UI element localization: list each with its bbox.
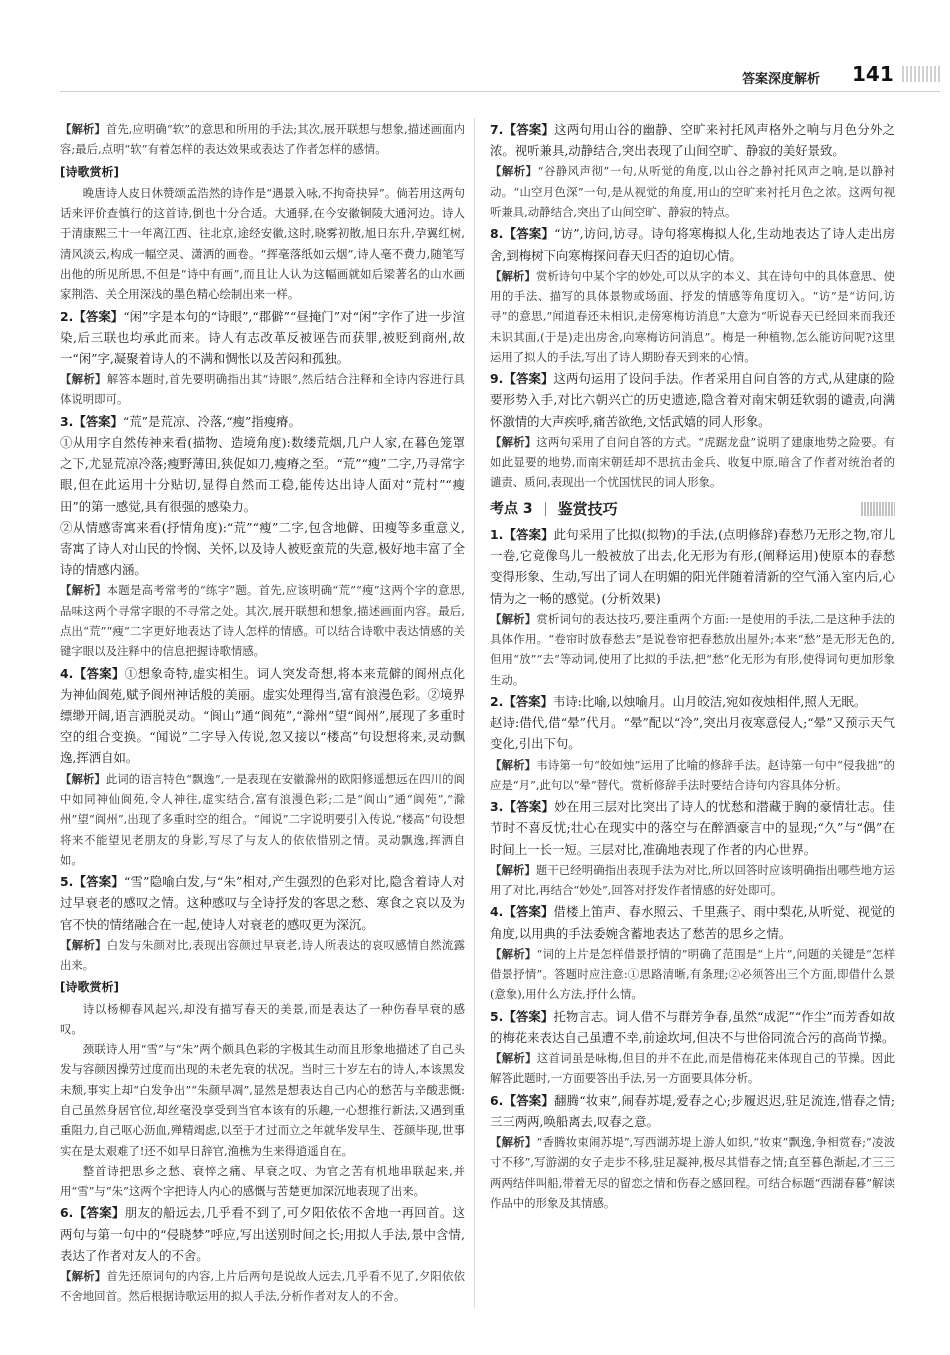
- item-1-continued: [60, 119, 465, 305]
- ans-text: “雪”隐喻白发,与“朱”相对,产生强烈的色彩对比,隐含着诗人对过早衰老的感叹之情。这种感叹与全诗抒发的客思之愁、寒食之哀以及为官不快的情绪融合在一起,使诗人对衰老的感叹更为深沉。: [60, 874, 466, 932]
- item-number: 6.: [490, 1092, 504, 1108]
- item-5: [60, 871, 465, 1201]
- exp-text: 这两句采用了自问自答的方式。“虎踞龙盘”说明了建康地势之险要。有如此显要的地势,而南宋朝廷却不思抗击金兵、收复中原,暗含了作者对统治者的谴责、质问,表现出一个忧国忧民的词人形象。: [490, 434, 895, 490]
- ans-text: 韦诗:比喻,以烛喻月。山月皎洁,宛如夜烛相伴,照人无眠。: [552, 693, 867, 709]
- exp-text: 韦诗第一句“皎如烛”运用了比喻的修辞手法。赵诗第一句中“侵我拙”的应是“月”,此句以“晕”替代。赏析修辞手法时要结合诗句内容具体分析。: [490, 757, 895, 792]
- ans-tag: 【答案】: [73, 308, 124, 324]
- ans-text: 托物言志。词人借不与群芳争春,虽然“成泥”“作尘”而芳香如故的梅花来表达自己虽遭不幸,前途坎坷,但决不与世俗同流合污的高尚节操。: [490, 1008, 896, 1045]
- ans-text-3: ②从情感寄寓来看(抒情角度):“荒”“瘦”二字,包含地僻、田瘦等多重意义,寄寓了诗人对山民的怜悯、关怀,以及诗人被贬蛮荒的失意,极好地丰富了全诗的情感内涵。: [60, 519, 465, 578]
- section-heading: [490, 499, 895, 520]
- ans-text: 妙在用三层对比突出了诗人的忧愁和潜藏于胸的豪情壮志。佳节时不喜反忧;壮心在现实中的落空与在醉酒豪言中的显现;“久”与“偶”在时间上一长一短。三层对比,准确地表现了作者的内心世界。: [490, 799, 896, 857]
- item-number: 2.: [60, 308, 74, 324]
- exp-text: “词的上片是怎样借景抒情的”明确了范围是“上片”,问题的关键是“怎样借景抒情”。答题时应注意:①思路清晰,有条理;②必须答出三个方面,即借什么景(意象),用什么方法,抒什么情。: [490, 946, 895, 1002]
- item-number: 8.: [490, 226, 504, 242]
- ans-text: 朋友的船远去,几乎看不到了,可夕阳依依不舍地一再回首。这两句与第一句中的“侵晓梦”呼应,写出送别时间之长;用拟人手法,景中含情,表达了作者对友人的不舍。: [60, 1205, 465, 1263]
- item-7: [490, 119, 895, 222]
- ans-text: “闲”字是本句的“诗眼”,“郡僻”“昼掩门”对“闲”字作了进一步渲染,后三联也均承此而来。诗人有志改革反被诬告而获罪,被贬到商州,故一“闲”字,凝聚着诗人的不满和惆怅以及苦闷和孤独。: [60, 308, 465, 366]
- item-number: 2.: [490, 693, 504, 709]
- item-number: 1.: [490, 526, 504, 542]
- exp-tag: 【解析】: [490, 862, 536, 877]
- exp-text: “香腾妆束闹苏堤”,写西湖苏堤上游人如织,“妆束”飘逸,争相赏春;“凌波寸不移”,写游湖的女子走步不移,驻足凝神,极尽其惜春之情;直至暮色渐起,才三三两两结伴叫船,带着无尽的留恋之情和伤春之感回程。可结合标题“西湖春暮”解读作品中的形象及其情感。: [490, 1135, 895, 1210]
- ans-tag: 【答案】: [503, 799, 555, 815]
- section-item-4: [490, 901, 895, 1004]
- appreciation-text-2: 颈联诗人用“雪”与“朱”两个颇具色彩的字极其生动而且形象地描述了自己头发与容颜因操劳过度而出现的未老先衰的状况。当时三十岁左右的诗人,本该黑发未颓,事实上却“白发争出”“朱颜早凋”,显然是想表达自己内心的愁苦与辛酸悲慨:自己虽然身居官位,却丝毫没享受到当官本该有的乐趣,一心想推行新法,又遇到重重阻力,自己呕心沥血,殚精竭虑,以至于才过而立之年就华发早生、苍颜毕现,世事实在是太艰难了!还不如早日辞官,渔樵为生来得逍遥自在。: [60, 1042, 465, 1158]
- exp-tag: 【解析】: [60, 1269, 107, 1284]
- exp-tag: 【解析】: [490, 268, 536, 283]
- ans-tag: 【答案】: [73, 665, 125, 681]
- exp-text: 白发与朱颜对比,表现出容颜过早衰老,诗人所表达的哀叹感情自然流露出来。: [60, 937, 465, 972]
- section-item-5: [490, 1006, 895, 1089]
- exp-tag: 【解析】: [490, 611, 537, 626]
- item-number: 4.: [490, 904, 504, 920]
- section-title: 鉴赏技巧: [557, 499, 618, 518]
- item-number: 9.: [490, 371, 504, 387]
- ans-text: 借楼上笛声、春水照云、千里燕子、雨中梨花,从听觉、视觉的角度,以用典的手法委婉含蓄地表达了愁苦的思乡之情。: [490, 904, 895, 941]
- page-number: 141: [852, 62, 894, 86]
- exp-tag: 【解析】: [490, 164, 538, 179]
- item-number: 7.: [490, 122, 504, 137]
- exp-tag: 【解析】: [60, 771, 106, 786]
- ans-tag: 【答案】: [503, 371, 554, 387]
- appreciation-text-1: 诗以杨柳春风起兴,却没有描写春天的美景,而是表达了一种伤春早衰的感叹。: [60, 1001, 465, 1036]
- item-number: 4.: [60, 665, 74, 681]
- exp-tag: 【解析】: [490, 1135, 537, 1149]
- item-6: [60, 1202, 465, 1306]
- ans-tag: 【答案】: [503, 904, 554, 920]
- item-number: 5.: [60, 874, 74, 890]
- right-column: [490, 118, 895, 1213]
- exp-text: 首先还原词句的内容,上片后两句是说故人远去,几乎看不见了,夕阳依依不舍地回首。然后根据诗歌运用的拟人手法,分析作者对友人的不舍。: [60, 1269, 465, 1304]
- item-3: [60, 411, 465, 662]
- ans-text-2: 赵诗:借代,借“晕”代月。“晕”配以“冷”,突出月夜寒意侵人;“晕”又预示天气变化,引出下句。: [490, 715, 895, 752]
- qr-code-icon: [902, 66, 942, 82]
- item-8: [490, 223, 895, 367]
- ans-text: “访”,访问,访寻。诗句将寒梅拟人化,生动地表达了诗人走出房舍,到梅树下向寒梅探问春天归否的迫切心情。: [490, 226, 895, 263]
- ans-text: ①想象奇特,虚实相生。词人突发奇想,将本来荒僻的阆州点化为神仙阆苑,赋予阆州神话般的美丽。虚实处理得当,富有浪漫色彩。②境界缥缈开阔,语言洒脱灵动。“阆山”通“阆苑”,“滁州”望“阆州”,展现了多重时空的组合变换。“闻说”二字导入传说,忽又接以“楼高”句设想将来,灵动飘逸,挥洒自如。: [60, 665, 465, 766]
- ans-tag: 【答案】: [503, 1008, 554, 1024]
- item-9: [490, 368, 895, 493]
- item-number: 5.: [490, 1008, 504, 1024]
- exp-tag: 【解析】: [60, 937, 107, 952]
- appreciation-text: 晚唐诗人皮日休赞颂孟浩然的诗作是“遇景入咏,不拘奇抉异”。倘若用这两句话来评价查慎行的这首诗,倒也十分合适。大通驿,在今安徽铜陵大通河边。诗人于清康熙三十一年离江西、往北京,途经安徽,这时,晓雾初散,旭日东升,孕翼红树,清风淡云,构成一幅空灵、潇洒的画卷。“挥毫落纸如云烟”,诗人毫不费力,随笔写出他的所见所思,不但是“诗中有画”,而且让人认为这幅画就如后梁著名的山水画家荆浩、关仝用深浅的墨色精心绘制出来一样。: [60, 185, 465, 302]
- exp-tag: 【解析】: [60, 583, 107, 598]
- column-divider: [474, 118, 475, 1308]
- ans-tag: 【答案】: [503, 693, 553, 709]
- exp-tag: 【解析】: [60, 122, 106, 136]
- page-header: [0, 60, 950, 100]
- ans-tag: 【答案】: [73, 413, 123, 429]
- section-item-3: [490, 796, 895, 900]
- exp-text: 本题是高考常考的“练字”题。首先,应该明确“荒”“瘦”这两个字的意思,品味这两个寻常字眼的不寻常之处。其次,展开联想和想象,描述画面内容。最后,点出“荒”“瘦”二字更好地表达了诗人怎样的情感。可以结合诗歌中表达情感的关键字眼以及注释中的信息把握诗歌情感。: [60, 583, 465, 659]
- ans-tag: 【答案】: [503, 526, 554, 542]
- section-badge-icon: [861, 502, 895, 516]
- exp-text: 题干已经明确指出表现手法为对比,所以回答时应该明确指出哪些地方运用了对比,再结合“妙处”,回答对抒发作者情感的好处即可。: [490, 862, 895, 897]
- section-bar: [545, 502, 546, 516]
- exp-text: 解答本题时,首先要明确指出其“诗眼”,然后结合注释和全诗内容进行具体说明即可。: [60, 372, 465, 407]
- ans-tag: 【答案】: [73, 874, 124, 890]
- ans-text: “荒”是荒凉、冷落,“瘦”指瘦瘠。: [122, 413, 301, 429]
- exp-text: 首先,应明确“软”的意思和所用的手法;其次,展开联想与想象,描述画面内容;最后,点明“软”有着怎样的表达效果或表达了作者怎样的感情。: [60, 122, 465, 157]
- item-4: [60, 663, 465, 871]
- section-item-6: [490, 1090, 895, 1214]
- exp-tag: 【解析】: [490, 757, 537, 772]
- exp-text: 赏析词句的表达技巧,要注重两个方面:一是使用的手法,二是这种手法的具体作用。“卷帘时放春愁去”是说卷帘把春愁放出屋外;本来“愁”是无形无色的,但用“放”“去”等动词,使用了比拟的手法,把“愁”化无形为有形,使得词句更加形象生动。: [490, 611, 895, 687]
- exp-tag: 【解析】: [60, 372, 107, 387]
- ans-text: 翻腾“妆束”,闹春苏堤,爱春之心;步履迟迟,驻足流连,惜春之情;三三两两,唤船离去,叹春之意。: [490, 1092, 895, 1129]
- exp-text: 这首词虽是咏梅,但目的并不在此,而是借梅花来体现自己的节操。因此解答此题时,一方面要答出手法,另一方面要具体分析。: [490, 1051, 895, 1086]
- section-label: 考点 3: [490, 500, 533, 517]
- ans-tag: 【答案】: [503, 226, 555, 242]
- left-column: [60, 118, 465, 1307]
- exp-text: 赏析诗句中某个字的妙处,可以从字的本义、其在诗句中的具体意思、使用的手法、描写的具体景物或场面、抒发的情感等角度切入。“访”是“访问,访寻”的意思,“闻道春还未相识,走傍寒梅访消息”大意为“听说春天已经回来而我还未识其面,(于是)走出房舍,向寒梅访问消息”。梅是一种植物,怎么能访问呢?这里运用了拟人的手法,写出了诗人期盼春天到来的心情。: [490, 268, 895, 364]
- exp-text: 此词的语言特色“飘逸”,一是表现在安徽滁州的欧阳修遥想远在四川的阆中如同神仙阆苑,令人神往,虚实结合,富有浪漫色彩;二是“阆山”通“阆苑”,“滁州”望“阆州”,出现了多重时空的组合。“闻说”二字说明要引入传说,“楼高”句设想将来不能望见老朋友的身影,写尽了与友人的依依惜别之情。灵动飘逸,挥洒自如。: [60, 771, 465, 867]
- section-item-2: [490, 691, 895, 795]
- appreciation-tag: [诗歌赏析]: [60, 980, 119, 995]
- ans-tag: 【答案】: [503, 1092, 555, 1108]
- ans-text: 此句采用了比拟(拟物)的手法,(点明修辞)春愁乃无形之物,帘儿一卷,它竟像鸟儿一般被放了出去,化无形为有形,(阐释运用)使原本的春愁变得形象、生动,写出了词人在明媚的阳光伴随着清新的空气涌入室内后,心情为之一畅的感觉。(分析效果): [490, 526, 896, 606]
- exp-text: “谷静风声彻”一句,从听觉的角度,以山谷之静衬托风声之响,是以静衬动。“山空月色深”一句,是从视觉的角度,用山的空旷来衬托月色之浓。这两句视听兼具,动静结合,突出了山间空旷、静寂的特点。: [490, 164, 895, 219]
- exp-tag: 【解析】: [490, 1051, 537, 1065]
- section-item-1: [490, 524, 895, 690]
- appreciation-text-3: 整首诗把思乡之愁、衰悴之痛、早衰之叹、为官之苦有机地串联起来,并用“雪”与“朱”这两个字把诗人内心的感慨与苦楚更加深沉地表现了出来。: [60, 1163, 465, 1199]
- appreciation-tag: [诗歌赏析]: [60, 164, 119, 179]
- item-number: 3.: [490, 799, 504, 815]
- exp-tag: 【解析】: [490, 946, 537, 961]
- ans-tag: 【答案】: [503, 122, 555, 137]
- header-title: 答案深度解析: [742, 72, 821, 87]
- ans-text: 这两句运用了设问手法。作者采用自问自答的方式,从建康的险要形势入手,对比六朝兴亡的历史遗迹,隐含着对南宋朝廷软弱的谴责,向满怀激情的大声疾呼,痛苦欲绝,文恬武嬉的同人形象。: [490, 371, 895, 429]
- ans-text: 这两句用山谷的幽静、空旷来衬托风声格外之响与月色分外之浓。视听兼具,动静结合,突出表现了山间空旷、静寂的美好景致。: [490, 122, 896, 159]
- ans-text-2: ①从用字自然传神来看(描物、造境角度):数缕荒烟,几户人家,在暮色笼罩之下,尤显荒凉冷落;瘦野薄田,狭促如刀,瘦瘠之至。“荒”“瘦”二字,乃寻常字眼,但在此运用十分贴切,显得自然而工稳,能传达出诗人面对“荒村”“瘦田”的第一感觉,具有很强的感染力。: [60, 434, 465, 514]
- header-rule: [60, 91, 940, 92]
- ans-tag: 【答案】: [73, 1205, 125, 1221]
- item-2: [60, 306, 465, 410]
- exp-tag: 【解析】: [490, 434, 537, 449]
- item-number: 3.: [60, 413, 74, 429]
- item-number: 6.: [60, 1205, 74, 1221]
